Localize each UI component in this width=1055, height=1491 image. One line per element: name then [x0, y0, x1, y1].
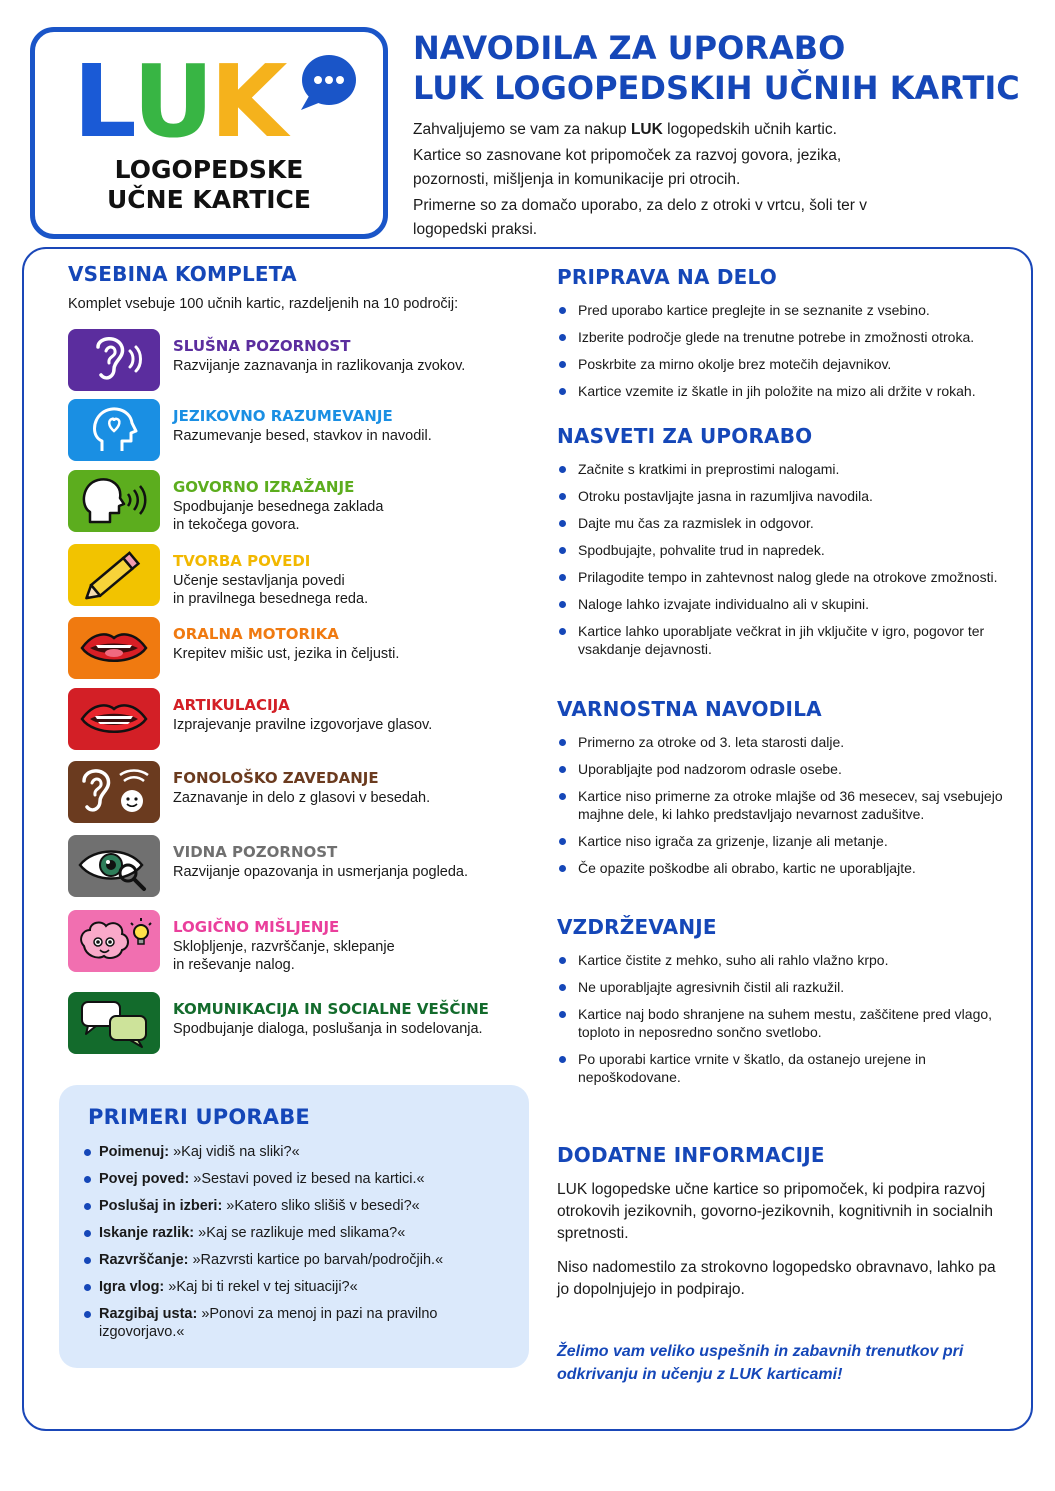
area-desc: Spodbujanje besednega zaklada in tekočega govora. [173, 499, 384, 533]
additional-paragraph-2: Niso nadomestilo za strokovno logopedsko obravnavo, lahko pa jo dopolnjujejo in podpirajo. [557, 1259, 996, 1298]
example-text: »Katero sliko slišiš v besedi?« [222, 1198, 420, 1214]
list-item: Otroku postavljajte jasna in razumljiva navodila. [557, 487, 1007, 505]
example-text: »Ponovi za menoj in pazi na pravilno izgovorjavo.« [99, 1306, 438, 1340]
intro-pre: Zahvaljujemo se vam za nakup [413, 121, 631, 138]
list-item [99, 1224, 519, 1242]
mouth-teeth-icon [68, 688, 160, 750]
examples-title: PRIMERI UPORABE [88, 1105, 310, 1129]
area-desc: Učenje sestavljanja povedi in pravilnega besednega reda. [173, 573, 369, 607]
tips-list [557, 460, 1007, 658]
list-item: Poskrbite za mirno okolje brez motečih dejavnikov. [557, 355, 1007, 373]
example-text: »Kaj bi ti rekel v tej situaciji?« [164, 1279, 358, 1295]
list-item: Če opazite poškodbe ali obrabo, kartic ne uporabljajte. [557, 859, 1007, 877]
example-label: Razvrščanje: [99, 1252, 189, 1268]
page-title [413, 28, 1033, 108]
preparation-section [557, 265, 1007, 409]
speaking-head-icon [68, 470, 160, 532]
logo-letter-l: L [73, 43, 133, 160]
logo-letter-u: U [132, 43, 210, 160]
area-desc: Krepitev mišic ust, jezika in čeljusti. [173, 646, 400, 662]
list-item: Pred uporabo kartice preglejte in se seznanite z vsebino. [557, 301, 1007, 319]
maintenance-title: VZDRŽEVANJE [557, 915, 717, 939]
example-label: Igra vlog: [99, 1279, 165, 1295]
list-item: Po uporabi kartice vrnite v škatlo, da ostanejo urejene in nepoškodovane. [557, 1050, 1007, 1086]
example-label: Povej poved: [99, 1171, 190, 1187]
area-title: VIDNA POZORNOST [173, 843, 338, 861]
ear-face-icon [68, 761, 160, 823]
additional-section [557, 1143, 1007, 1301]
list-item [99, 1143, 519, 1161]
additional-title: DODATNE INFORMACIJE [557, 1143, 825, 1167]
list-item: Kartice niso igrača za grizenje, lizanje ali metanje. [557, 832, 1007, 850]
examples-box [59, 1085, 529, 1368]
area-title: FONOLOŠKO ZAVEDANJE [173, 769, 379, 787]
list-item: Prilagodite tempo in zahtevnost nalog glede na otrokove zmožnosti. [557, 568, 1007, 586]
speech-bubble-icon [297, 52, 357, 114]
example-text: »Kaj se razlikuje med slikama?« [194, 1225, 406, 1241]
area-title: LOGIČNO MIŠLJENJE [173, 918, 340, 936]
contents-section [68, 262, 538, 312]
list-item: Uporabljajte pod nadzorom odrasle osebe. [557, 760, 1007, 778]
area-item [68, 992, 538, 1056]
area-item [68, 470, 538, 534]
example-label: Poimenuj: [99, 1144, 170, 1160]
list-item [99, 1305, 519, 1341]
example-label: Iskanje razlik: [99, 1225, 195, 1241]
area-title: JEZIKOVNO RAZUMEVANJE [173, 407, 393, 425]
example-label: Razgibaj usta: [99, 1306, 198, 1322]
area-desc: Razvijanje zaznavanja in razlikovanja zvokov. [173, 358, 466, 374]
list-item: Kartice lahko uporabljate večkrat in jih vključite v igro, pogovor ter vsakdanje dejavnosti. [557, 622, 1007, 658]
list-item: Kartice naj bodo shranjene na suhem mestu, zaščitene pred vlago, toploto in neposredno sončno svetlobo. [557, 1005, 1007, 1041]
pencil-icon [68, 544, 160, 606]
logo-subtitle [35, 155, 383, 215]
logo-line-1: LOGOPEDSKE [114, 155, 304, 184]
example-text: »Sestavi poved iz besed na kartici.« [189, 1171, 425, 1187]
intro-post: logopedskih učnih kartic. [662, 121, 837, 138]
area-desc: Zaznavanje in delo z glasovi v besedah. [173, 790, 431, 806]
area-item [68, 544, 538, 608]
logo-line-2: UČNE KARTICE [107, 185, 311, 214]
list-item: Spodbujajte, pohvalite trud in napredek. [557, 541, 1007, 559]
list-item: Začnite s kratkimi in preprostimi nalogami. [557, 460, 1007, 478]
area-item [68, 399, 538, 463]
tips-section [557, 424, 1007, 667]
intro-text [413, 118, 893, 244]
safety-section [557, 697, 1007, 886]
maintenance-list [557, 951, 1007, 1086]
area-desc: Razvijanje opazovanja in usmerjanja pogleda. [173, 864, 469, 880]
ear-sound-icon [68, 329, 160, 391]
area-item [68, 835, 538, 899]
contents-intro: Komplet vsebuje 100 učnih kartic, razdeljenih na 10 področij: [68, 296, 459, 312]
example-text: »Razvrsti kartice po barvah/področjih.« [188, 1252, 444, 1268]
intro-paragraph-3: Primerne so za domačo uporabo, za delo z otroki v vrtcu, šoli ter v logopedski praksi. [413, 197, 868, 238]
title-line-1: NAVODILA ZA UPORABO [413, 29, 846, 67]
list-item: Primerno za otroke od 3. leta starosti dalje. [557, 733, 1007, 751]
area-desc: Skloþljenje, razvrščanje, sklepanje in reševanje nalog. [173, 939, 395, 973]
area-desc: Razumevanje besed, stavkov in navodil. [173, 428, 432, 444]
preparation-title: PRIPRAVA NA DELO [557, 265, 777, 289]
list-item: Naloge lahko izvajate individualno ali v skupini. [557, 595, 1007, 613]
area-desc: Spodbujanje dialoga, poslušanja in sodelovanja. [173, 1021, 483, 1037]
area-item [68, 910, 538, 974]
list-item [99, 1170, 519, 1188]
list-item: Kartice vzemite iz škatle in jih položite na mizo ali držite v rokah. [557, 382, 1007, 400]
list-item: Izberite področje glede na trenutne potrebe in zmožnosti otroka. [557, 328, 1007, 346]
area-title: KOMUNIKACIJA IN SOCIALNE VEŠČINE [173, 1000, 489, 1018]
safety-list [557, 733, 1007, 877]
eye-magnifier-icon [68, 835, 160, 897]
area-item [68, 761, 538, 825]
area-desc: Izprajevanje pravilne izgovorjave glasov. [173, 717, 433, 733]
list-item [99, 1251, 519, 1269]
intro-paragraph-2: Kartice so zasnovane kot pripomoček za razvoj govora, jezika, pozornosti, mišljenja in komunikacije pri otrocih. [413, 147, 842, 188]
area-title: ARTIKULACIJA [173, 696, 290, 714]
list-item: Ne uporabljajte agresivnih čistil ali razkužil. [557, 978, 1007, 996]
preparation-list [557, 301, 1007, 400]
example-text: »Kaj vidiš na sliki?« [169, 1144, 300, 1160]
logo-box [30, 27, 388, 239]
example-label: Poslušaj in izberi: [99, 1198, 223, 1214]
brain-lightbulb-icon [68, 910, 160, 972]
area-item [68, 329, 538, 393]
area-title: GOVORNO IZRAŽANJE [173, 478, 355, 496]
area-title: ORALNA MOTORIKA [173, 625, 339, 643]
list-item [99, 1197, 519, 1215]
head-heart-icon [68, 399, 160, 461]
logo-letter-k: K [209, 43, 284, 160]
maintenance-section [557, 915, 1007, 1095]
area-item [68, 617, 538, 681]
intro-brand: LUK [630, 121, 663, 138]
logo-letters [73, 43, 284, 160]
area-title: TVORBA POVEDI [173, 552, 311, 570]
chat-bubbles-icon [68, 992, 160, 1054]
list-item: Dajte mu čas za razmislek in odgovor. [557, 514, 1007, 532]
mouth-tongue-icon [68, 617, 160, 679]
title-line-2: LUK LOGOPEDSKIH UČNIH KARTIC [413, 69, 1020, 107]
intro-paragraph-1 [413, 118, 893, 142]
area-item [68, 688, 538, 752]
contents-title: VSEBINA KOMPLETA [68, 262, 297, 286]
list-item: Kartice čistite z mehko, suho ali rahlo vlažno krpo. [557, 951, 1007, 969]
tips-title: NASVETI ZA UPORABO [557, 424, 813, 448]
closing-message: Želimo vam veliko uspešnih in zabavnih trenutkov pri odkrivanju in učenju z LUK karticami! [557, 1343, 964, 1383]
list-item: Kartice niso primerne za otroke mlajše od 36 mesecev, saj vsebujejo majhne dele, ki lahko predstavljajo nevarnost zadušitve. [557, 787, 1007, 823]
additional-paragraph-1: LUK logopedske učne kartice so pripomoček, ki podpira razvoj otrokovih jezikovnih, govorno-jezikovnih, kognitivnih in socialnih spretnosti. [557, 1181, 993, 1242]
area-title: SLUŠNA POZORNOST [173, 337, 351, 355]
examples-list [99, 1143, 519, 1350]
safety-title: VARNOSTNA NAVODILA [557, 697, 822, 721]
list-item [99, 1278, 519, 1296]
